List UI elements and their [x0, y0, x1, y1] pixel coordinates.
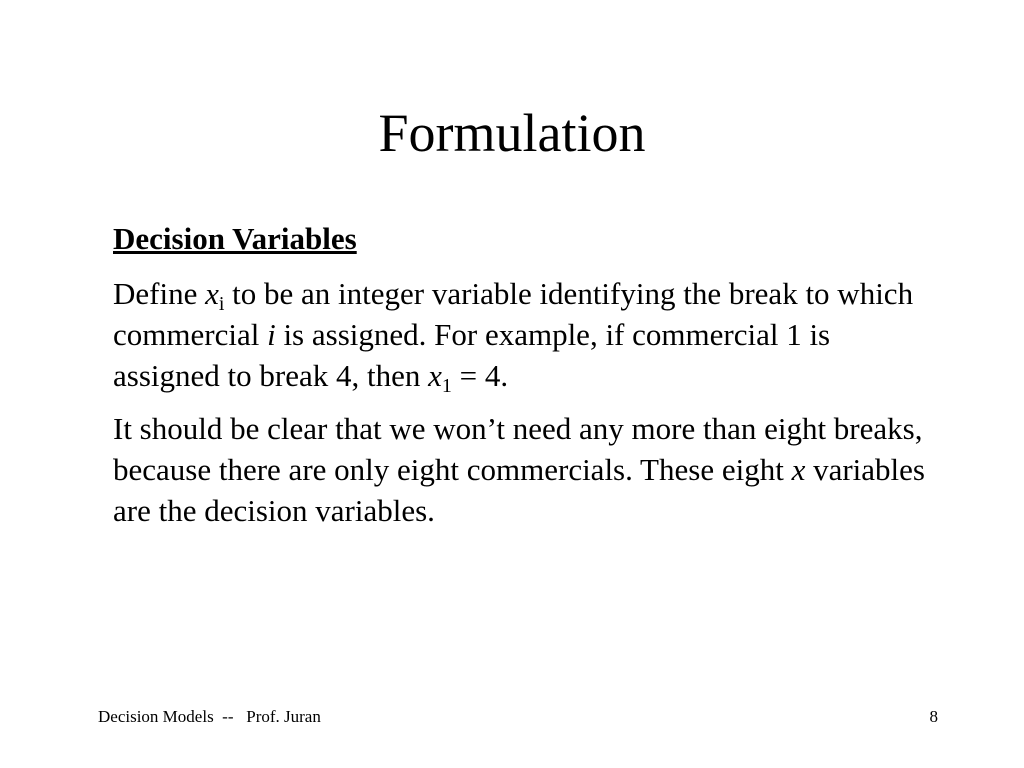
- definition-paragraph: [113, 273, 943, 396]
- variable-x: x: [428, 358, 442, 393]
- section-heading: Decision Variables: [113, 221, 357, 256]
- subscript-i: i: [218, 293, 225, 315]
- variable-x: x: [205, 276, 219, 311]
- footer-course-label: Decision Models -- Prof. Juran: [98, 707, 321, 726]
- text-fragment: = 4.: [451, 358, 509, 393]
- variable-i: i: [267, 317, 276, 352]
- explanation-paragraph: [113, 408, 943, 531]
- text-fragment: It should be clear that we won’t need any more than eight breaks, because there are only eight commercials. These eight: [113, 411, 923, 487]
- text-fragment: variables are the decision variables.: [113, 452, 925, 528]
- slide-body: [113, 218, 943, 543]
- slide-title: Formulation: [378, 103, 646, 163]
- footer-page-number: 8: [929, 707, 938, 726]
- subscript-1: 1: [441, 375, 452, 397]
- text-fragment: to be an integer variable identifying the break to which commercial: [113, 276, 914, 352]
- text-fragment: Define: [113, 276, 206, 311]
- variable-x: x: [791, 452, 806, 487]
- text-fragment: is assigned. For example, if commercial 1 is assigned to break 4, then: [113, 317, 831, 393]
